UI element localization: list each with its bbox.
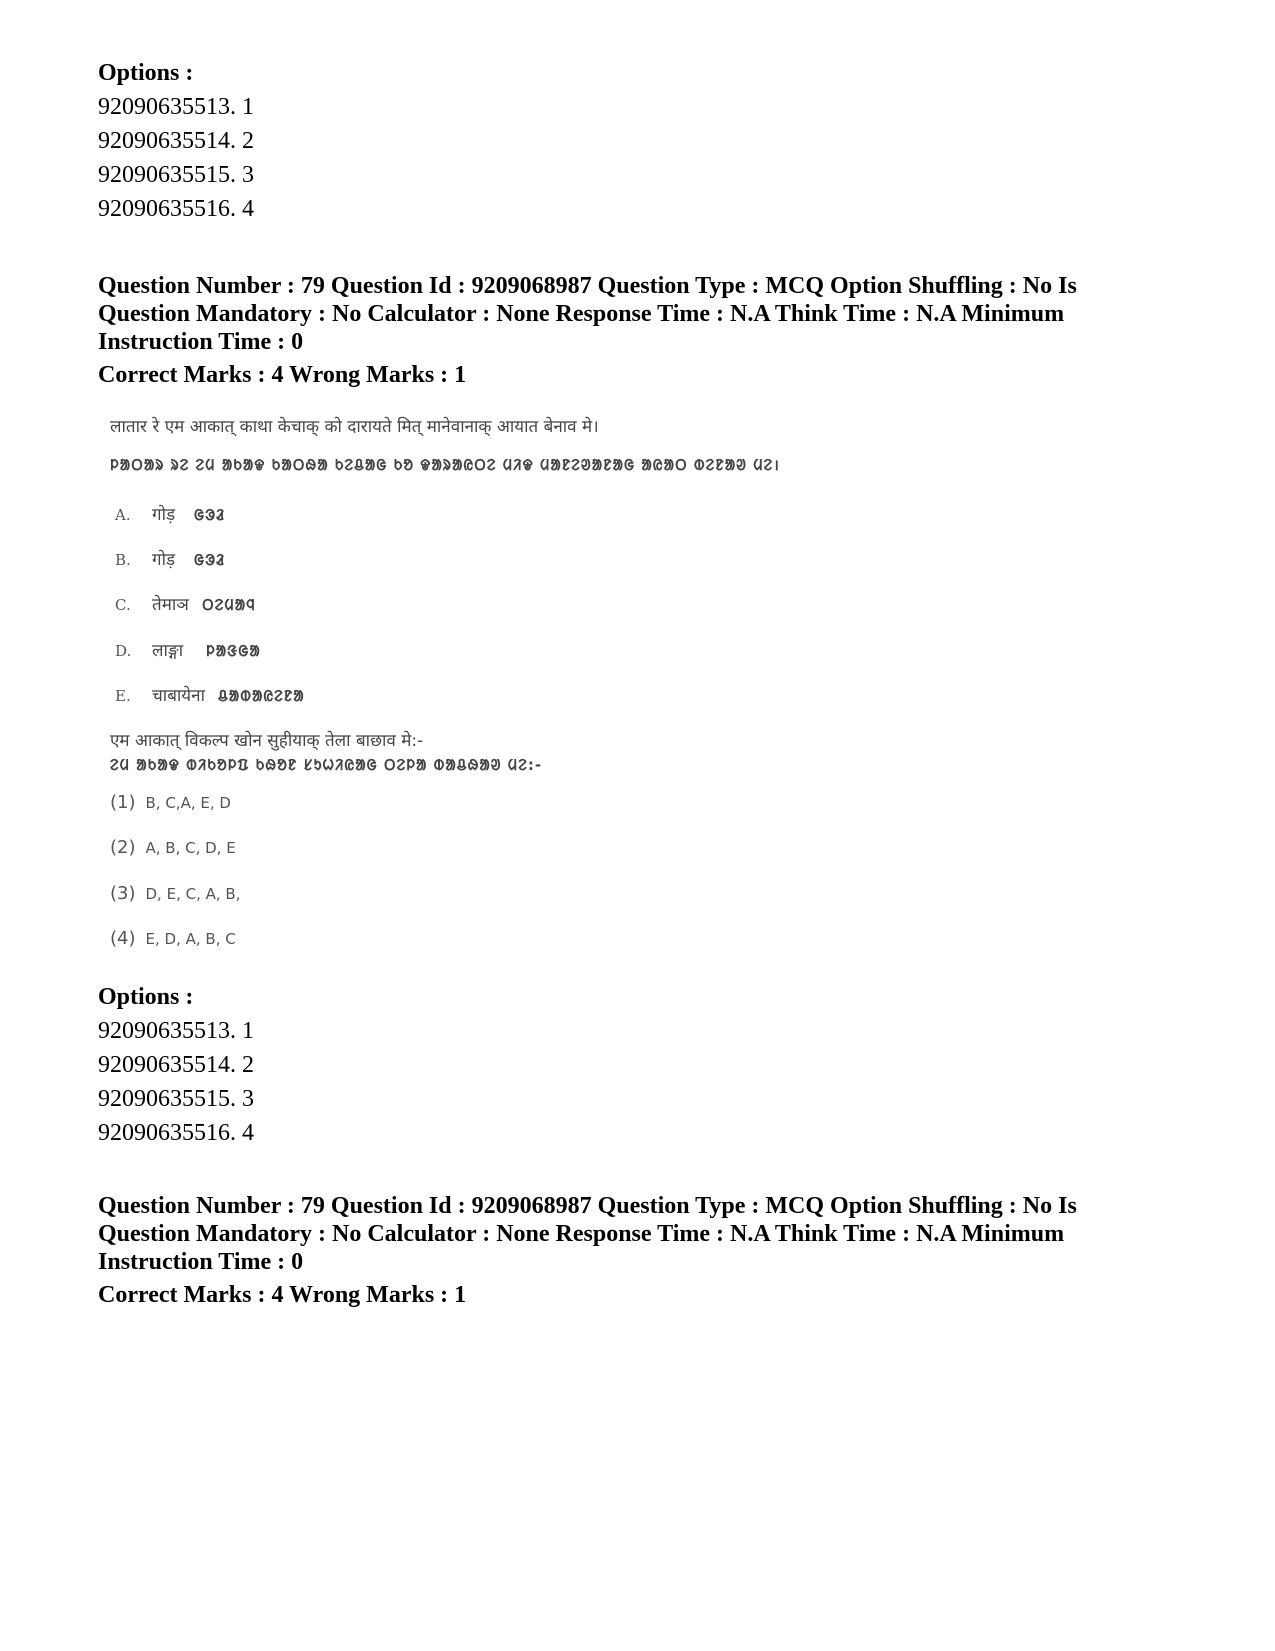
answer-choice-text: E, D, A, B, C (145, 930, 236, 948)
item-devanagari: चाबायेना (152, 686, 206, 706)
question-prompt-olchiki: ᱮᱢ ᱟᱠᱟᱫ ᱵᱤᱠᱚᱞᱯ ᱠᱷᱚᱱ ᱥᱩᱦᱤᱭᱟᱜ ᱛᱮᱞᱟ ᱵᱟᱪᱷᱟᱣ ᱢᱮ:- (110, 756, 543, 774)
item-devanagari: गोड़ (152, 550, 176, 570)
question-meta-line: Question Number : 79 Question Id : 9209068987 Question Type : MCQ Option Shuffling : No Is (98, 273, 1077, 299)
answer-choice (110, 928, 236, 949)
option-item: 92090635515. 3 (98, 1086, 254, 1112)
option-item: 92090635514. 2 (98, 128, 254, 154)
answer-choice-number: (1) (110, 792, 136, 813)
question-meta-line: Question Mandatory : No Calculator : None Response Time : N.A Think Time : N.A Minimum (98, 301, 1065, 327)
item-olchiki: ᱜᱳᱲ (194, 506, 226, 524)
answer-choice (110, 792, 231, 813)
question-header (98, 272, 1188, 389)
question-meta-line: Instruction Time : 0 (98, 329, 304, 355)
options-block-top (98, 56, 254, 226)
question-prompt-devanagari: एम आकात् विकल्प खोन सुहीयाक् तेला बाछाव मे:- (110, 731, 424, 751)
item-letter: A. (115, 506, 131, 524)
option-item: 92090635514. 2 (98, 1052, 254, 1078)
item-letter: C. (115, 596, 131, 614)
question-image (110, 410, 790, 980)
answer-choice-number: (3) (110, 883, 136, 904)
question-stem-olchiki: ᱞᱟᱛᱟᱨ ᱨᱮ ᱮᱢ ᱟᱠᱟᱫ ᱠᱟᱛᱷᱟ ᱠᱮᱪᱟᱜ ᱠᱚ ᱫᱟᱨᱟᱭᱛᱮ ᱢᱤᱫ ᱢᱟᱱᱮᱣᱟᱱᱟᱜ ᱟᱭᱟᱛ ᱵᱮᱱᱟᱣ ᱢᱮ। (110, 456, 780, 474)
item-olchiki: ᱪᱟᱵᱟᱭᱮᱱᱟ (218, 687, 305, 705)
answer-choice (110, 883, 240, 904)
item-devanagari: गोड़ (152, 505, 176, 525)
question-header (98, 1192, 1188, 1309)
option-item: 92090635516. 4 (98, 196, 254, 222)
question-stem-devanagari: लातार रे एम आकात् काथा केचाक् को दारायते मित् मानेवानाक् आयात बेनाव मे। (110, 417, 599, 437)
option-item: 92090635513. 1 (98, 1018, 254, 1044)
item-olchiki: ᱛᱮᱢᱟᱧ (202, 596, 256, 614)
item-devanagari: लाङ्गा (152, 641, 184, 661)
answer-choice (110, 837, 236, 858)
question-meta-line: Question Number : 79 Question Id : 9209068987 Question Type : MCQ Option Shuffling : No Is (98, 1193, 1077, 1219)
answer-choice-number: (4) (110, 928, 136, 949)
answer-choice-number: (2) (110, 837, 136, 858)
item-letter: E. (115, 687, 131, 705)
question-meta-line: Question Mandatory : No Calculator : None Response Time : N.A Think Time : N.A Minimum (98, 1221, 1065, 1247)
item-olchiki: ᱜᱳᱲ (194, 551, 226, 569)
answer-choice-text: D, E, C, A, B, (145, 885, 241, 903)
question-marks: Correct Marks : 4 Wrong Marks : 1 (98, 1282, 467, 1308)
item-olchiki: ᱞᱟᱝᱜᱟ (206, 642, 261, 660)
item-devanagari: तेमाञ (152, 595, 189, 615)
item-letter: D. (115, 642, 132, 660)
option-item: 92090635516. 4 (98, 1120, 254, 1146)
option-item: 92090635515. 3 (98, 162, 254, 188)
answer-choice-text: A, B, C, D, E (145, 839, 236, 857)
options-heading: Options : (98, 60, 194, 86)
answer-choice-text: B, C,A, E, D (145, 794, 231, 812)
options-block (98, 980, 254, 1150)
item-letter: B. (115, 551, 131, 569)
question-meta-line: Instruction Time : 0 (98, 1249, 304, 1275)
option-item: 92090635513. 1 (98, 94, 254, 120)
question-marks: Correct Marks : 4 Wrong Marks : 1 (98, 362, 467, 388)
options-heading: Options : (98, 984, 194, 1010)
